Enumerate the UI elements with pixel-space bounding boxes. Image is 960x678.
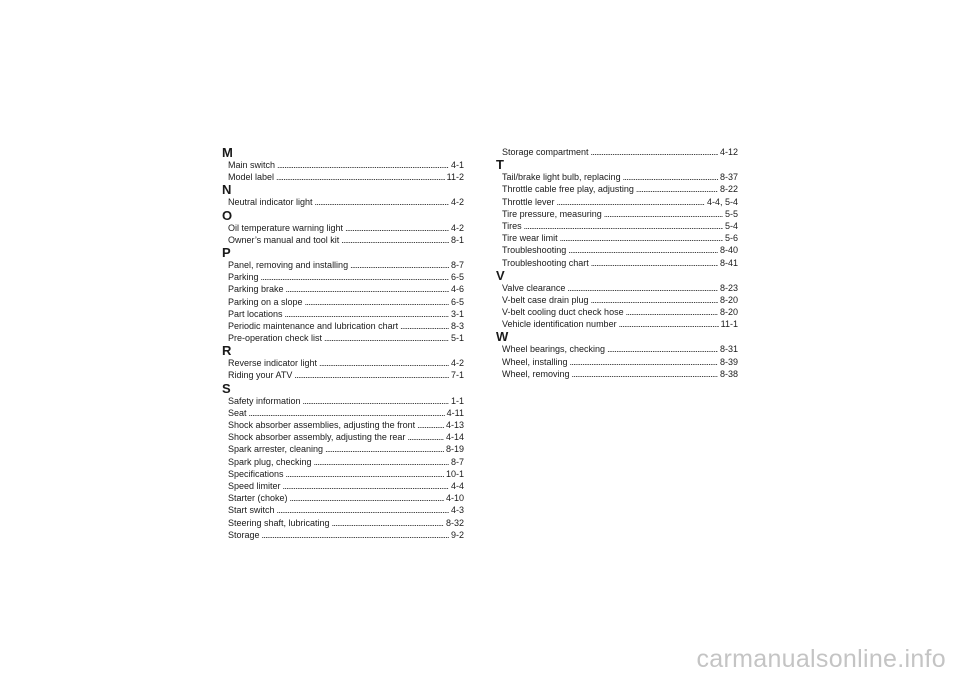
index-entry: [222, 196, 464, 208]
dot-leader: [261, 271, 449, 283]
index-column-left: [222, 146, 464, 541]
index-entry: [222, 504, 464, 516]
entry-page-number: 5-4: [724, 220, 738, 231]
entry-page-number: 9-2: [450, 529, 464, 540]
dot-leader: [591, 294, 718, 306]
index-entry: [222, 320, 464, 332]
entry-page-number: 8-1: [450, 234, 464, 245]
entry-page-number: 8-37: [719, 172, 738, 183]
entry-label: Wheel bearings, checking: [502, 344, 606, 355]
entry-label: Speed limiter: [228, 480, 281, 491]
index-entry: [496, 356, 738, 368]
entry-page-number: 4-10: [445, 493, 464, 504]
dot-leader: [276, 171, 445, 183]
entry-page-number: 10-1: [445, 468, 464, 479]
entry-label: Starter (choke): [228, 493, 288, 504]
entry-label: Owner’s manual and tool kit: [228, 234, 340, 245]
entry-label: Throttle lever: [502, 196, 555, 207]
dot-leader: [557, 196, 705, 208]
index-entry: [496, 146, 738, 158]
dot-leader: [524, 220, 723, 232]
dot-leader: [604, 208, 723, 220]
entry-page-number: 4-6: [450, 284, 464, 295]
entry-label: Parking on a slope: [228, 296, 303, 307]
entry-label: Valve clearance: [502, 282, 566, 293]
entry-page-number: 8-38: [719, 368, 738, 379]
entry-page-number: 4-11: [446, 407, 464, 418]
index-entry: [222, 492, 464, 504]
index-entry: [222, 480, 464, 492]
index-entry: [496, 318, 738, 330]
index-entry: [222, 517, 464, 529]
index-entry: [496, 244, 738, 256]
dot-leader: [623, 171, 718, 183]
index-entry: [496, 208, 738, 220]
entry-label: Vehicle identification number: [502, 319, 617, 330]
entry-page-number: 4-4: [450, 480, 464, 491]
entry-label: Part locations: [228, 308, 283, 319]
entry-label: Storage: [228, 529, 260, 540]
entry-page-number: 11-2: [446, 172, 464, 183]
watermark: carmanualsonline.info: [696, 645, 946, 673]
entry-page-number: 8-20: [719, 307, 738, 318]
index-entry: [222, 407, 464, 419]
dot-leader: [626, 306, 718, 318]
dot-leader: [285, 308, 449, 320]
entry-page-number: 3-1: [450, 308, 464, 319]
section-letter: S: [222, 380, 231, 396]
dot-leader: [286, 468, 444, 480]
entry-label: Shock absorber assembly, adjusting the rear: [228, 432, 406, 443]
entry-page-number: 5-6: [724, 233, 738, 244]
section-letter: M: [222, 145, 233, 160]
entry-page-number: 4-2: [450, 358, 464, 369]
index-entry: [496, 196, 738, 208]
entry-label: Wheel, installing: [502, 356, 568, 367]
dot-leader: [560, 232, 723, 244]
entry-page-number: 11-1: [720, 319, 738, 330]
entry-page-number: 7-1: [450, 370, 464, 381]
entry-label: Troubleshooting chart: [502, 257, 589, 268]
entry-page-number: 8-3: [450, 320, 464, 331]
index-entry: [496, 368, 738, 380]
entry-label: Spark arrester, cleaning: [228, 444, 324, 455]
index-entry: [222, 259, 464, 271]
dot-leader: [341, 234, 449, 246]
index-column-right: [496, 146, 738, 380]
entry-label: Specifications: [228, 468, 284, 479]
entry-page-number: 8-41: [719, 257, 738, 268]
entry-label: Pre-operation check list: [228, 333, 323, 344]
index-entry: [222, 222, 464, 234]
dot-leader: [314, 456, 449, 468]
entry-page-number: 4-2: [450, 197, 464, 208]
dot-leader: [619, 318, 719, 330]
entry-label: Reverse indicator light: [228, 358, 318, 369]
dot-leader: [319, 357, 449, 369]
index-entry: [222, 419, 464, 431]
dot-leader: [286, 283, 449, 295]
entry-page-number: 1-1: [450, 395, 464, 406]
index-entry: [222, 529, 464, 541]
entry-label: Wheel, removing: [502, 368, 570, 379]
entry-page-number: 4-3: [450, 505, 464, 516]
index-entry: [222, 369, 464, 381]
dot-leader: [305, 296, 449, 308]
entry-label: Model label: [228, 172, 275, 183]
entry-page-number: 4-4, 5-4: [706, 196, 738, 207]
entry-page-number: 8-32: [445, 517, 464, 528]
dot-leader: [572, 368, 718, 380]
dot-leader: [400, 320, 449, 332]
dot-leader: [636, 183, 718, 195]
index-entry: [496, 343, 738, 355]
section-letter: N: [222, 182, 232, 198]
entry-page-number: 8-40: [719, 245, 738, 256]
entry-label: Tire pressure, measuring: [502, 208, 602, 219]
entry-page-number: 4-12: [719, 147, 738, 157]
entry-page-number: 5-5: [724, 208, 738, 219]
dot-leader: [290, 492, 444, 504]
section-letter: R: [222, 343, 232, 359]
dot-leader: [607, 343, 718, 355]
entry-label: Start switch: [228, 505, 275, 516]
index-entry: [222, 234, 464, 246]
dot-leader: [567, 282, 718, 294]
entry-page-number: 8-22: [719, 184, 738, 195]
index-entry: [222, 468, 464, 480]
entry-label: Tail/brake light bulb, replacing: [502, 172, 621, 183]
entry-page-number: 8-19: [445, 444, 464, 455]
dot-leader: [325, 443, 444, 455]
index-entry: [222, 332, 464, 344]
entry-label: Shock absorber assemblies, adjusting the front: [228, 420, 416, 430]
dot-leader: [570, 356, 718, 368]
entry-page-number: 8-39: [719, 356, 738, 367]
entry-page-number: 4-1: [450, 160, 464, 170]
dot-leader: [591, 257, 718, 269]
entry-label: Troubleshooting: [502, 245, 567, 256]
entry-page-number: 4-14: [445, 432, 464, 443]
entry-page-number: 8-7: [450, 259, 464, 270]
entry-label: Oil temperature warning light: [228, 222, 344, 233]
section-letter: W: [496, 329, 509, 345]
index-entry: [496, 171, 738, 183]
entry-page-number: 8-23: [719, 282, 738, 293]
dot-leader: [283, 480, 449, 492]
index-entry: [496, 294, 738, 306]
entry-label: Safety information: [228, 395, 301, 406]
entry-label: Storage compartment: [502, 147, 589, 157]
dot-leader: [277, 159, 449, 171]
index-entry: [496, 220, 738, 232]
dot-leader: [324, 332, 449, 344]
dot-leader: [591, 146, 718, 158]
entry-page-number: 8-31: [719, 344, 738, 355]
dot-leader: [332, 517, 444, 529]
dot-leader: [315, 196, 449, 208]
index-entry: [496, 232, 738, 244]
index-entry: [222, 443, 464, 455]
section-letter: T: [496, 157, 504, 173]
index-entry: [222, 395, 464, 407]
entry-label: Parking brake: [228, 284, 284, 295]
dot-leader: [277, 504, 449, 516]
section-letter: P: [222, 244, 231, 260]
dot-leader: [568, 244, 718, 256]
index-entry: [222, 159, 464, 171]
entry-label: Tire wear limit: [502, 233, 558, 244]
entry-page-number: 4-2: [450, 222, 464, 233]
index-entry: [222, 431, 464, 443]
entry-label: Riding your ATV: [228, 370, 293, 381]
index-entry: [222, 308, 464, 320]
section-letter: O: [222, 207, 233, 223]
entry-label: V-belt cooling duct check hose: [502, 307, 624, 318]
dot-leader: [262, 529, 449, 541]
dot-leader: [249, 407, 445, 419]
dot-leader: [407, 431, 444, 443]
index-entry: [496, 282, 738, 294]
index-entry: [222, 171, 464, 183]
dot-leader: [350, 259, 449, 271]
index-entry: [222, 271, 464, 283]
entry-label: Spark plug, checking: [228, 456, 312, 467]
entry-label: Parking: [228, 272, 259, 283]
dot-leader: [417, 419, 444, 431]
section-letter: V: [496, 267, 505, 283]
dot-leader: [294, 369, 449, 381]
dot-leader: [303, 395, 449, 407]
entry-page-number: 8-20: [719, 294, 738, 305]
index-entry: [496, 183, 738, 195]
entry-page-number: 8-7: [450, 456, 464, 467]
entry-page-number: 6-5: [450, 272, 464, 283]
entry-label: V-belt case drain plug: [502, 294, 589, 305]
index-entry: [496, 257, 738, 269]
entry-label: Main switch: [228, 160, 276, 170]
entry-label: Seat: [228, 407, 247, 418]
index-entry: [222, 296, 464, 308]
entry-label: Neutral indicator light: [228, 197, 313, 208]
entry-label: Throttle cable free play, adjusting: [502, 184, 634, 195]
entry-page-number: 6-5: [450, 296, 464, 307]
index-entry: [222, 283, 464, 295]
entry-page-number: 5-1: [450, 333, 464, 344]
dot-leader: [345, 222, 449, 234]
entry-label: Panel, removing and installing: [228, 259, 349, 270]
index-entry: [222, 357, 464, 369]
index-entry: [496, 306, 738, 318]
entry-label: Periodic maintenance and lubrication chart: [228, 320, 399, 331]
entry-label: Steering shaft, lubricating: [228, 517, 330, 528]
entry-label: Tires: [502, 220, 522, 231]
index-entry: [222, 456, 464, 468]
entry-page-number: 4-13: [445, 420, 464, 430]
